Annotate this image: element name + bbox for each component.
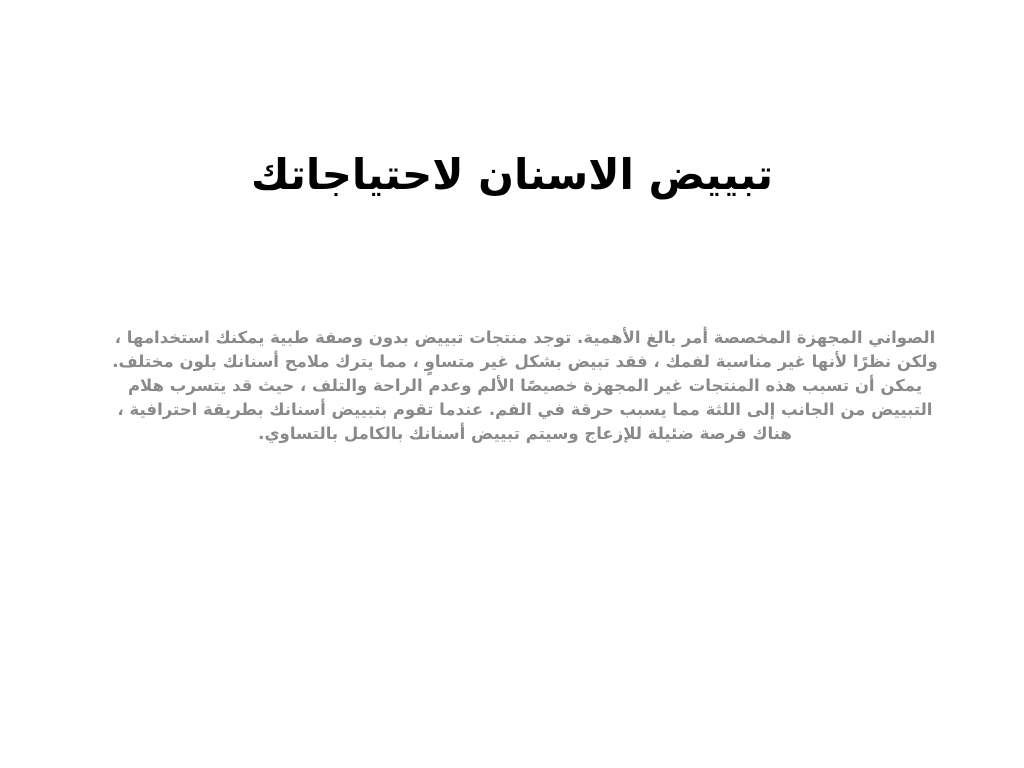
slide-body-text: الصواني المجهزة المخصصة أمر بالغ الأهمية. توجد منتجات تبييض بدون وصفة طبية يمكنك استخدامها ، ولكن نظرًا لأنها غير مناسبة لفمك ، فقد تبيض بشكل غير متساوٍ ، مما يترك ملامح أسنانك بلون مختلف. يمكن أن تسبب هذه المنتجات غير المجهزة خصيصًا الألم وعدم الراحة والتلف ، حيث قد يتسرب هلام التبييض من الجانب إلى اللثة مما يسبب حرقة في الفم. عندما تقوم بتبييض أسنانك بطريقة احترافية ، هناك فرصة ضئيلة للإزعاج وسيتم تبييض أسنانك بالكامل بالتساوي. (112, 328, 938, 443)
slide-title: تبييض الاسنان لاحتياجاتك (250, 150, 773, 199)
